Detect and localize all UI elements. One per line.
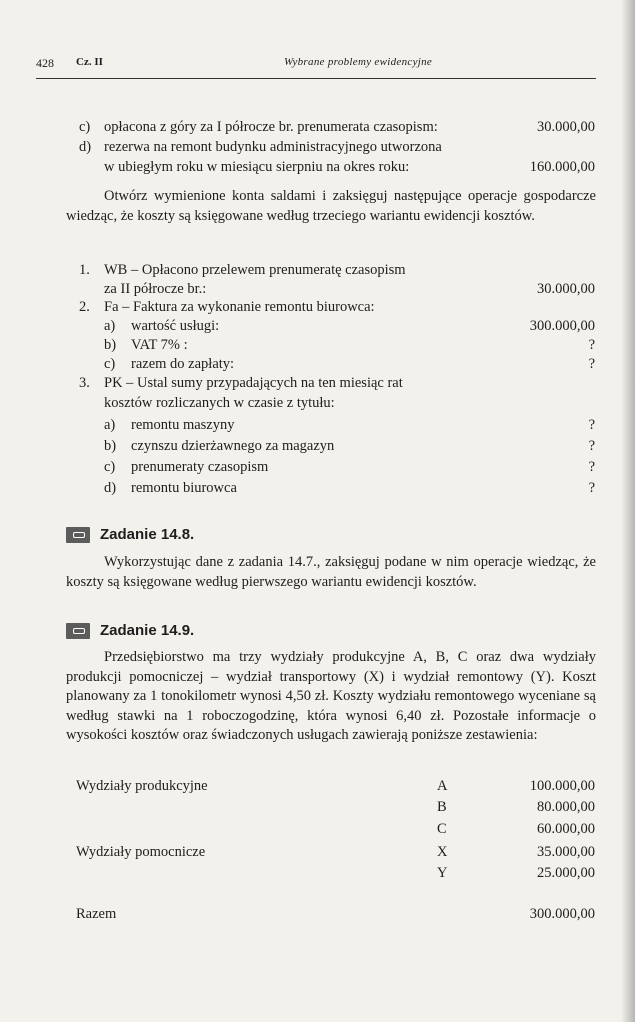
operation-amount: 30.000,00	[537, 281, 595, 297]
item-label: c)	[79, 119, 91, 135]
page-edge-shadow	[621, 0, 635, 1022]
operation-number: 1.	[79, 262, 90, 278]
sub-amount: ?	[588, 438, 595, 454]
sub-text: razem do zapłaty:	[131, 356, 235, 372]
instruction-paragraph: Otwórz wymienione konta saldami i zaksięguj następujące operacje gospodarcze wiedząc, że koszty są księgowane według trzeciego wariantu ewidencji kosztów.	[66, 188, 596, 224]
total-amount: 300.000,00	[529, 906, 595, 922]
department-amount: 100.000,00	[529, 778, 595, 794]
sub-label: d)	[104, 480, 117, 496]
chapter-title: Wybrane problemy ewidencyjne	[284, 56, 433, 68]
department-code: B	[437, 799, 447, 815]
task-body: Wykorzystując dane z zadania 14.7., zaksięguj podane w nim operacje wiedząc, że koszty są księgowane według pierwszego wariantu ewidencji kosztów.	[66, 554, 596, 590]
department-amount: 60.000,00	[537, 821, 595, 837]
operation-number: 2.	[79, 299, 90, 315]
section-label: Cz. II	[76, 56, 103, 68]
department-code: Y	[437, 865, 448, 881]
sub-label: a)	[104, 417, 116, 433]
sub-label: b)	[104, 337, 117, 353]
task-title: Zadanie 14.8.	[100, 526, 195, 543]
item-text: rezerwa na remont budynku administracyjnego utworzona	[104, 139, 442, 155]
item-text-continued: w ubiegłym roku w miesiącu sierpniu na okres roku:	[104, 159, 410, 175]
sub-label: c)	[104, 356, 116, 372]
sub-amount: ?	[588, 356, 595, 372]
sub-amount: ?	[588, 459, 595, 475]
task-marker-icon	[66, 623, 90, 639]
header-rule	[36, 78, 596, 79]
sub-text: VAT 7% :	[131, 337, 188, 353]
operation-text-continued: za II półrocze br.:	[104, 281, 207, 297]
running-header	[36, 56, 596, 74]
group-label-production: Wydziały produkcyjne	[76, 778, 208, 794]
sub-label: b)	[104, 438, 117, 454]
item-amount: 160.000,00	[529, 159, 595, 175]
department-code: C	[437, 821, 447, 837]
department-code: X	[437, 844, 448, 860]
sub-amount: ?	[588, 480, 595, 496]
operation-text: PK – Ustal sumy przypadających na ten miesiąc rat	[104, 375, 403, 391]
task-body: Przedsiębiorstwo ma trzy wydziały produkcyjne A, B, C oraz dwa wydziały produkcji pomocniczej – wydział transportowy (X) i wydział remontowy (Y). Koszt planowany za 1 tonokilometr wynosi 4,50 zł. Koszty wydziału remontowego wyceniane są według stawki na 1 roboczogodzinę, która wynosi 6,40 zł. Pozostałe informacje o wysokości kosztów oraz świadczonych usługach zawierają poniższe zestawienia:	[66, 649, 596, 743]
item-label: d)	[79, 139, 92, 155]
department-amount: 80.000,00	[537, 799, 595, 815]
item-text: opłacona z góry za I półrocze br. prenumerata czasopism:	[104, 119, 438, 135]
operation-number: 3.	[79, 375, 90, 391]
total-label: Razem	[76, 906, 117, 922]
department-amount: 25.000,00	[537, 865, 595, 881]
sub-text: remontu biurowca	[131, 480, 237, 496]
sub-label: a)	[104, 318, 116, 334]
operation-text: Fa – Faktura za wykonanie remontu biurowca:	[104, 299, 375, 315]
sub-amount: ?	[588, 337, 595, 353]
sub-amount: ?	[588, 417, 595, 433]
sub-text: wartość usługi:	[131, 318, 220, 334]
task-marker-icon	[66, 527, 90, 543]
sub-label: c)	[104, 459, 116, 475]
group-label-auxiliary: Wydziały pomocnicze	[76, 844, 206, 860]
department-code: A	[437, 778, 448, 794]
sub-text: prenumeraty czasopism	[131, 459, 269, 475]
operation-text: WB – Opłacono przelewem prenumeratę czasopism	[104, 262, 406, 278]
operation-text-continued: kosztów rozliczanych w czasie z tytułu:	[104, 395, 335, 411]
page-number: 428	[36, 56, 54, 70]
sub-text: remontu maszyny	[131, 417, 235, 433]
item-amount: 30.000,00	[537, 119, 595, 135]
department-amount: 35.000,00	[537, 844, 595, 860]
sub-text: czynszu dzierżawnego za magazyn	[131, 438, 335, 454]
sub-amount: 300.000,00	[529, 318, 595, 334]
task-title: Zadanie 14.9.	[100, 622, 195, 639]
